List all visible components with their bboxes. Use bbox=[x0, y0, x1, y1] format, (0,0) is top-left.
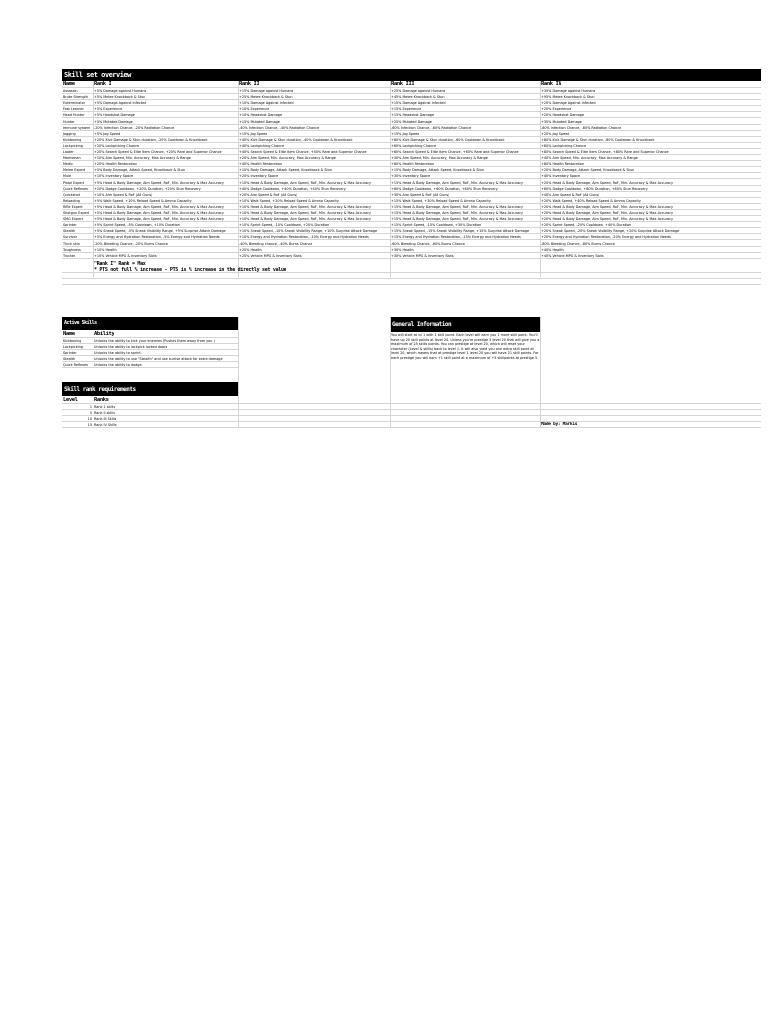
column-header: Rank IV bbox=[541, 81, 562, 87]
skill-rank-value: +80% Dodge Cooldown, +80% Duration, +80% Stun Recovery bbox=[541, 186, 648, 191]
skill-rank-value: +30% Aim Speed, Min. Accuracy, Max Accuracy & Range bbox=[391, 156, 488, 161]
skill-rank-level: 1 bbox=[89, 405, 92, 409]
skill-name: Pistol Expert bbox=[63, 180, 85, 185]
skill-name: SMG Expert bbox=[63, 217, 83, 222]
skill-name: Stealth bbox=[63, 229, 76, 234]
skill-rank-value: +10% Head & Body Damage, Aim Speed, RoF, Min. Accuracy & Max Accuracy bbox=[239, 217, 372, 222]
skill-rank-value: +10% Head & Body Damage, Aim Speed, RoF, Min. Accuracy & Max Accuracy bbox=[239, 180, 372, 185]
skill-rank-value: +20% Aim Speed, Min. Accuracy, Max Accuracy & Range bbox=[239, 156, 336, 161]
skill-rank-value: +60% Kick Damage & Stun duration, -60% Cooldown & Knockback bbox=[391, 137, 505, 142]
skill-overview-title: Skill set overview bbox=[64, 70, 131, 79]
active-skill-name: Sprinter bbox=[63, 351, 77, 356]
skill-rank-value: +10% Experience bbox=[239, 107, 270, 112]
skill-rank-value: +40% Aim Speed, Min. Accuracy, Max Accuracy & Range bbox=[541, 156, 638, 161]
skill-rank-value: +5% Mutated Damage bbox=[94, 119, 133, 124]
active-skill-name: Kickboxing bbox=[63, 339, 82, 343]
skill-rank-value: +10% Energy and Hydration Restoration, -10% Energy and Hydration Needs bbox=[239, 235, 369, 240]
active-skill-ability: Unlocks the ability to kick your enemies (Pushes them away from you ) bbox=[94, 339, 215, 343]
column-header: Name bbox=[63, 81, 75, 87]
skill-rank-value: +5% Energy and Hydration Restoration, -5% Energy and Hydration Needs bbox=[94, 235, 220, 240]
skill-rank-value: +40% Kick Damage & Stun duration, -40% Cooldown & Knockback bbox=[239, 137, 353, 142]
skill-rank-value: +20% Search Speed & Elite Item Chance, +20% Rare and Superior Chance bbox=[94, 150, 222, 154]
skill-rank-value: +25% Melee Knockback & Stun bbox=[239, 95, 293, 100]
skill-rank-value: +20% Experience bbox=[541, 107, 572, 112]
skill-rank-value: +20% Health Restoration bbox=[94, 162, 138, 167]
skill-name: Quickshot bbox=[63, 192, 80, 197]
table-row bbox=[62, 253, 761, 259]
skill-rank-header-row bbox=[62, 397, 761, 404]
skill-rank-value: -60% Bleeding Chance, -60% Burns Chance bbox=[391, 241, 465, 246]
skill-rank-value: +20% Inventory Space bbox=[239, 174, 279, 179]
skill-rank-value: +20% Dodge Cooldown, +20% Duration, +20% Stun Recovery bbox=[94, 186, 201, 191]
skill-rank-value: -40% Bleeding chance, -40% Burns Chance bbox=[239, 241, 313, 246]
column-divider bbox=[540, 317, 541, 428]
skill-rank-value: +35% Damage against Humans bbox=[541, 89, 596, 93]
skill-rank-value: +15% Mutated Damage bbox=[239, 119, 280, 124]
active-skill-name: Lockpicking bbox=[63, 345, 83, 350]
skill-rank-value: +20% Jog Speed bbox=[541, 131, 570, 136]
skill-rank-value: +20% Head & Body Damage, Aim Speed, RoF, Min. Accuracy & Max Accuracy bbox=[541, 204, 674, 209]
skill-rank-value: +5% Walk Speed, +10% Reload Speed & Ammo Capacity bbox=[94, 198, 192, 203]
skill-name: Marksman bbox=[63, 156, 81, 161]
skill-rank-value: +15% Head & Body Damage, Aim Speed, RoF, Min. Accuracy & Max Accuracy bbox=[391, 211, 524, 215]
skill-rank-value: +60% Search Speed & Elite Item Chance, +60% Rare and Superior Chance bbox=[391, 150, 519, 154]
skill-rank-value: +30% Vehicle MPG & Inventory Slots bbox=[391, 253, 454, 258]
skill-overview-title-bar bbox=[62, 69, 761, 81]
skill-rank-value: +20% Sprint Speed, -20% Cooldown, +40% Duration bbox=[541, 223, 632, 228]
skill-rank-value: +20% Health bbox=[239, 247, 262, 252]
active-skill-ability: Unlocks the ability to use "Stealth" and use surrise attack for extra damage bbox=[94, 357, 223, 362]
skill-rank-value: +20% Aim Speed & RoF (All Guns) bbox=[239, 192, 298, 197]
skill-rank-label: Rank II skills bbox=[94, 411, 115, 416]
active-skill-ability: Unlocks the ability to lockpick locked doors bbox=[94, 345, 168, 350]
skill-name: Lockpicking bbox=[63, 143, 83, 148]
skill-name: Toughness bbox=[63, 247, 81, 252]
active-skill-ability: Unlocks the ability to dodge. bbox=[94, 363, 143, 368]
skill-name: Rifle Expert bbox=[63, 204, 83, 209]
skill-rank-value: +10% Walk Speed, +20% Reload Speed & Ammo Capacity bbox=[239, 198, 339, 203]
column-header: Name bbox=[63, 331, 75, 337]
active-skills-title-bar bbox=[62, 317, 238, 330]
general-info-title-bar bbox=[390, 317, 541, 332]
column-divider bbox=[540, 81, 541, 277]
skill-rank-value: +80% Kick Damage & Stun duration, -80% Cooldown & Knockback bbox=[541, 137, 655, 142]
credit-text: Made by: Markis bbox=[541, 422, 578, 428]
skill-rank-value: +40% Inventory Space bbox=[541, 174, 581, 179]
skill-rank-value: -80% Bleeding Chance, -80% Burns Chance bbox=[541, 241, 615, 246]
general-info-text: You will start at lvl 1 with 1 skill point. Each level will earn you 1 more skill point. You'll have up 20 skill points at level 20. Unless you're prestige 5 level 20 that will give you a maximum of 25 skills points. You can prestige at level 20, which will reset your character (Level & skills) back to level 1. It will also yield you one extra skill point at level 20, which means that at prestige level 1 level 20 you will have 21 skill points. For each prestige you will earn +1 skill point at a maximum of +5 skillpoints at prestige 5. bbox=[391, 333, 540, 360]
skill-rank-value: +15% Experience bbox=[391, 107, 422, 112]
skill-rank-value: +10% Sneak Speed, -10% Sneak Visibility Range, +10% Surprise Attack Damage bbox=[239, 229, 378, 234]
skill-rank-value: +15% Sneak Speed, -15% Sneak Visibility Range, +15% Surprise Attack Damage bbox=[391, 229, 530, 234]
skill-rank-value: +20% Body Damage, Attack Speed, Knockback & Stun bbox=[541, 168, 635, 173]
skill-rank-value: +95% Melee Knockback & Stun bbox=[541, 95, 595, 100]
skill-name: Melee Expert bbox=[63, 168, 86, 173]
skill-rank-value: +20% Damage Against Infected bbox=[541, 101, 596, 106]
skill-rank-value: +20% Energy and Hydration Restoration, -20% Energy and Hydration Needs bbox=[541, 235, 671, 240]
active-skill-row bbox=[62, 362, 238, 368]
skill-name: Immune system bbox=[63, 125, 91, 130]
skill-rank-value: +45% Melee Knockback & Stun bbox=[391, 95, 445, 100]
skill-rank-value: +5% Head & Body Damage, Aim Speed, RoF, Min. Accuracy & Max Accuracy bbox=[94, 180, 224, 185]
note-text: * PTS not full % increase - PTS is % increase in the directly set value bbox=[94, 266, 287, 273]
skill-name: Shotgun Expert bbox=[63, 211, 90, 215]
skill-rank-value: +25% Damage against Humans bbox=[391, 89, 446, 93]
active-skill-ability: Unlocks the ability to sprint. bbox=[94, 351, 142, 356]
skill-rank-value: +25% Mutated Damage bbox=[391, 119, 432, 124]
skill-rank-value: +15% Damage Against Infected bbox=[391, 101, 446, 106]
skill-rank-value: +10% Body Damage, Attack Speed, Knockback & Stun bbox=[239, 168, 333, 173]
skill-rank-value: +10% Health bbox=[94, 247, 117, 252]
skill-name: Medic bbox=[63, 162, 73, 167]
skill-rank-value: +35% Mutated Damage bbox=[541, 119, 582, 124]
skill-name: Brute Strength bbox=[63, 95, 89, 100]
skill-rank-value: +5% Jog Speed bbox=[94, 131, 121, 136]
skill-rank-value: +15% Energy and Hydration Restoration, -15% Energy and Hydration Needs bbox=[391, 235, 521, 240]
skill-name: Quick Reflexes bbox=[63, 186, 88, 191]
skill-rank-value: +20% Vehicle MPG & Inventory Slots bbox=[239, 253, 302, 258]
column-header: Rank III bbox=[391, 81, 415, 87]
skill-rank-value: +20% Sneak Speed, -20% Sneak Visibility Range, +20% Surprise Attack Damage bbox=[541, 229, 680, 234]
skill-rank-value: +10% Headshot Damage bbox=[239, 113, 283, 118]
active-skills-header-row bbox=[62, 331, 238, 338]
skill-rank-value: +20% Kick Damage & Stun duration, -20% Cooldown & Knockback bbox=[94, 137, 208, 142]
skill-rank-value: +60% Lockpicking Chance bbox=[391, 143, 437, 148]
skill-name: Looter bbox=[63, 150, 74, 154]
skill-rank-label: Rank IV Skills bbox=[94, 423, 117, 428]
skill-rank-value: +5% Damage against Humans bbox=[94, 89, 147, 93]
column-header: Ability bbox=[94, 331, 115, 337]
skill-rank-value: -40% Infection Chance, -40% Radiation Chance bbox=[239, 125, 320, 130]
skill-rank-value: +20% Headshot Damage bbox=[541, 113, 585, 118]
skill-rank-value: +15% Jog Speed bbox=[391, 131, 420, 136]
skill-rank-value: +80% Lockpicking Chance bbox=[541, 143, 587, 148]
skill-name: Sprinter bbox=[63, 223, 77, 228]
skill-rank-value: +15% Headshot Damage bbox=[391, 113, 435, 118]
skill-rank-value: +60% Health Restoration bbox=[391, 162, 435, 167]
skill-rank-value: +40% Aim Speed & RoF (All Guns) bbox=[541, 192, 600, 197]
skill-rank-value: +20% Head & Body Damage, Aim Speed, RoF, Min. Accuracy & Max Accuracy bbox=[541, 217, 674, 222]
column-header: Level bbox=[63, 397, 78, 403]
skill-rank-value: +40% Health bbox=[541, 247, 564, 252]
skill-rank-value: -20% Bleeding Chance, -20% Burns Chance bbox=[94, 241, 168, 246]
skill-rank-value: +10% Sprint Speed, -10% Cooldown, +20% Duration bbox=[239, 223, 330, 228]
skill-rank-value: +5% Sneak Speed, -5% Sneak Visibility Range, +5% Surprise Attack Damage bbox=[94, 229, 226, 234]
skill-rank-value: +80% Health Restoration bbox=[541, 162, 585, 167]
skill-rank-value: +30% Health bbox=[391, 247, 414, 252]
skill-rank-label: Rank III Skills bbox=[94, 417, 117, 422]
skill-rank-value: +15% Walk Speed, +30% Reload Speed & Ammo Capacity bbox=[391, 198, 491, 203]
active-skill-name: Quick Reflexes bbox=[63, 363, 88, 368]
skill-name: Trucker bbox=[63, 253, 76, 258]
skill-rank-value: +10% Jog Speed bbox=[239, 131, 268, 136]
skill-rank-value: +15% Damage against Humans bbox=[239, 89, 294, 93]
skill-rank-value: +10% Aim Speed, Min. Accuracy, Max Accuracy & Range bbox=[94, 156, 191, 161]
column-divider bbox=[390, 317, 391, 428]
active-skill-name: Stealth bbox=[63, 357, 76, 362]
table-header-row bbox=[62, 81, 761, 88]
column-divider bbox=[238, 317, 239, 428]
skill-name: Thick skin bbox=[63, 241, 80, 246]
general-info-title: General Information bbox=[392, 321, 452, 328]
skill-rank-value: +5% Headshot Damage bbox=[94, 113, 135, 118]
skill-rank-value: +10% Vehicle MPG & Inventory Slots bbox=[94, 253, 157, 258]
skill-rank-level: 5 bbox=[89, 411, 92, 416]
skill-rank-value: +15% Sprint Speed, -15% Cooldown, +30% Duration bbox=[391, 223, 482, 228]
skill-rank-value: +20% Head & Body Damage, Aim Speed, RoF, Min. Accuracy & Max Accuracy bbox=[541, 180, 674, 185]
skill-name: Reloading bbox=[63, 198, 80, 203]
skill-rank-value: +10% Inventory Space bbox=[94, 174, 134, 179]
skill-rank-value: +40% Lockpicking Chance bbox=[239, 143, 285, 148]
skill-rank-level: 10 bbox=[87, 417, 92, 422]
skill-rank-value: +15% Head & Body Damage, Aim Speed, RoF, Min. Accuracy & Max Accuracy bbox=[391, 217, 524, 222]
skill-rank-value: +30% Aim Speed & RoF (All Guns) bbox=[391, 192, 450, 197]
skill-rank-value: +20% Head & Body Damage, Aim Speed, RoF, Min. Accuracy & Max Accuracy bbox=[541, 211, 674, 215]
skill-rank-value: -60% Infection Chance, -60% Radiation Chance bbox=[391, 125, 472, 130]
skill-rank-value: +20% Lockpicking Chance bbox=[94, 143, 140, 148]
skill-rank-value: +80% Search Speed & Elite Item Chance, +80% Rare and Superior Chance bbox=[541, 150, 669, 154]
skill-name: Fast Learner bbox=[63, 107, 84, 112]
skill-name: Head Hunter bbox=[63, 113, 85, 118]
skill-rank-value: +5% Head & Body Damage, Aim Speed, RoF, Min. Accuracy & Max Accuracy bbox=[94, 217, 224, 222]
skill-name: Mule bbox=[63, 174, 72, 179]
skill-rank-value: +5% Melee Knockback & Stun bbox=[94, 95, 146, 100]
skill-name: Assassin bbox=[63, 89, 78, 93]
skill-rank-value: -80% Infection Chance, -80% Radiation Chance bbox=[541, 125, 622, 130]
skill-rank-title-bar bbox=[62, 382, 238, 396]
column-header: Rank I bbox=[94, 81, 112, 87]
active-skills-title: Active Skills bbox=[64, 320, 97, 326]
skill-rank-level: 15 bbox=[87, 423, 92, 428]
column-divider bbox=[93, 81, 94, 277]
note-text: "Rank I" Rank = Max bbox=[94, 260, 146, 267]
skill-rank-value: +15% Head & Body Damage, Aim Speed, RoF, Min. Accuracy & Max Accuracy bbox=[391, 180, 524, 185]
skill-rank-value: +5% Body Damage, Attack Speed, Knockback & Stun bbox=[94, 168, 185, 173]
skill-rank-value: +20% Walk Speed, +40% Reload Speed & Ammo Capacity bbox=[541, 198, 641, 203]
skill-rank-value: +5% Sprint Speed, -5% Cooldown, +10% Duration bbox=[94, 223, 180, 228]
skill-rank-value: +10% Head & Body Damage, Aim Speed, RoF, Min. Accuracy & Max Accuracy bbox=[239, 204, 372, 209]
skill-rank-row bbox=[62, 422, 761, 428]
skill-rank-value: +40% Vehicle MPG & Inventory Slots bbox=[541, 253, 604, 258]
skill-rank-value: +5% Head & Body Damage, Aim Speed, RoF, Min. Accuracy & Max Accuracy bbox=[94, 211, 224, 215]
column-header: Ranks bbox=[94, 397, 109, 403]
skill-name: Hunter bbox=[63, 119, 75, 124]
skill-rank-value: +40% Health Restoration bbox=[239, 162, 283, 167]
skill-rank-label: Rank 1 skills bbox=[94, 405, 116, 409]
skill-rank-value: +10% Damage Against Infected bbox=[239, 101, 294, 106]
skill-rank-title: Skill rank requirements bbox=[64, 386, 136, 393]
skill-rank-value: +15% Body Damage, Attack Speed, Knockback & Stun bbox=[391, 168, 485, 173]
skill-rank-value: +40% Dodge Cooldown, +40% Duration, +40% Stun Recovery bbox=[239, 186, 346, 191]
skill-rank-value: +30% Inventory Space bbox=[391, 174, 431, 179]
skill-rank-value: +60% Dodge Cooldown, +60% Duration, +60% Stun Recovery bbox=[391, 186, 498, 191]
skill-rank-value: +5% Experience bbox=[94, 107, 123, 112]
skill-name: Kickboxing bbox=[63, 137, 82, 142]
skill-rank-value: -20% Infection Chance, -20% Radiation Chance bbox=[94, 125, 175, 130]
skill-name: Survivor bbox=[63, 235, 78, 240]
skill-rank-value: +5% Head & Body Damage, Aim Speed, RoF, Min. Accuracy & Max Accuracy bbox=[94, 204, 224, 209]
column-divider bbox=[390, 81, 391, 277]
empty-row bbox=[62, 279, 761, 285]
skill-rank-value: +5% Damage Against Infected bbox=[94, 101, 147, 106]
column-divider bbox=[238, 81, 239, 277]
skill-rank-value: +10% Aim Speed & RoF (All Guns) bbox=[94, 192, 153, 197]
skill-rank-value: +40% Search Speed & Elite Item Chance, +40% Rare and Superior Chance bbox=[239, 150, 367, 154]
skill-rank-value: +10% Head & Body Damage, Aim Speed, RoF, Min. Accuracy & Max Accuracy bbox=[239, 211, 372, 215]
skill-name: Exterminator bbox=[63, 101, 86, 106]
skill-rank-value: +15% Head & Body Damage, Aim Speed, RoF, Min. Accuracy & Max Accuracy bbox=[391, 204, 524, 209]
skill-name: Jogging bbox=[63, 131, 76, 136]
column-header: Rank II bbox=[239, 81, 260, 87]
